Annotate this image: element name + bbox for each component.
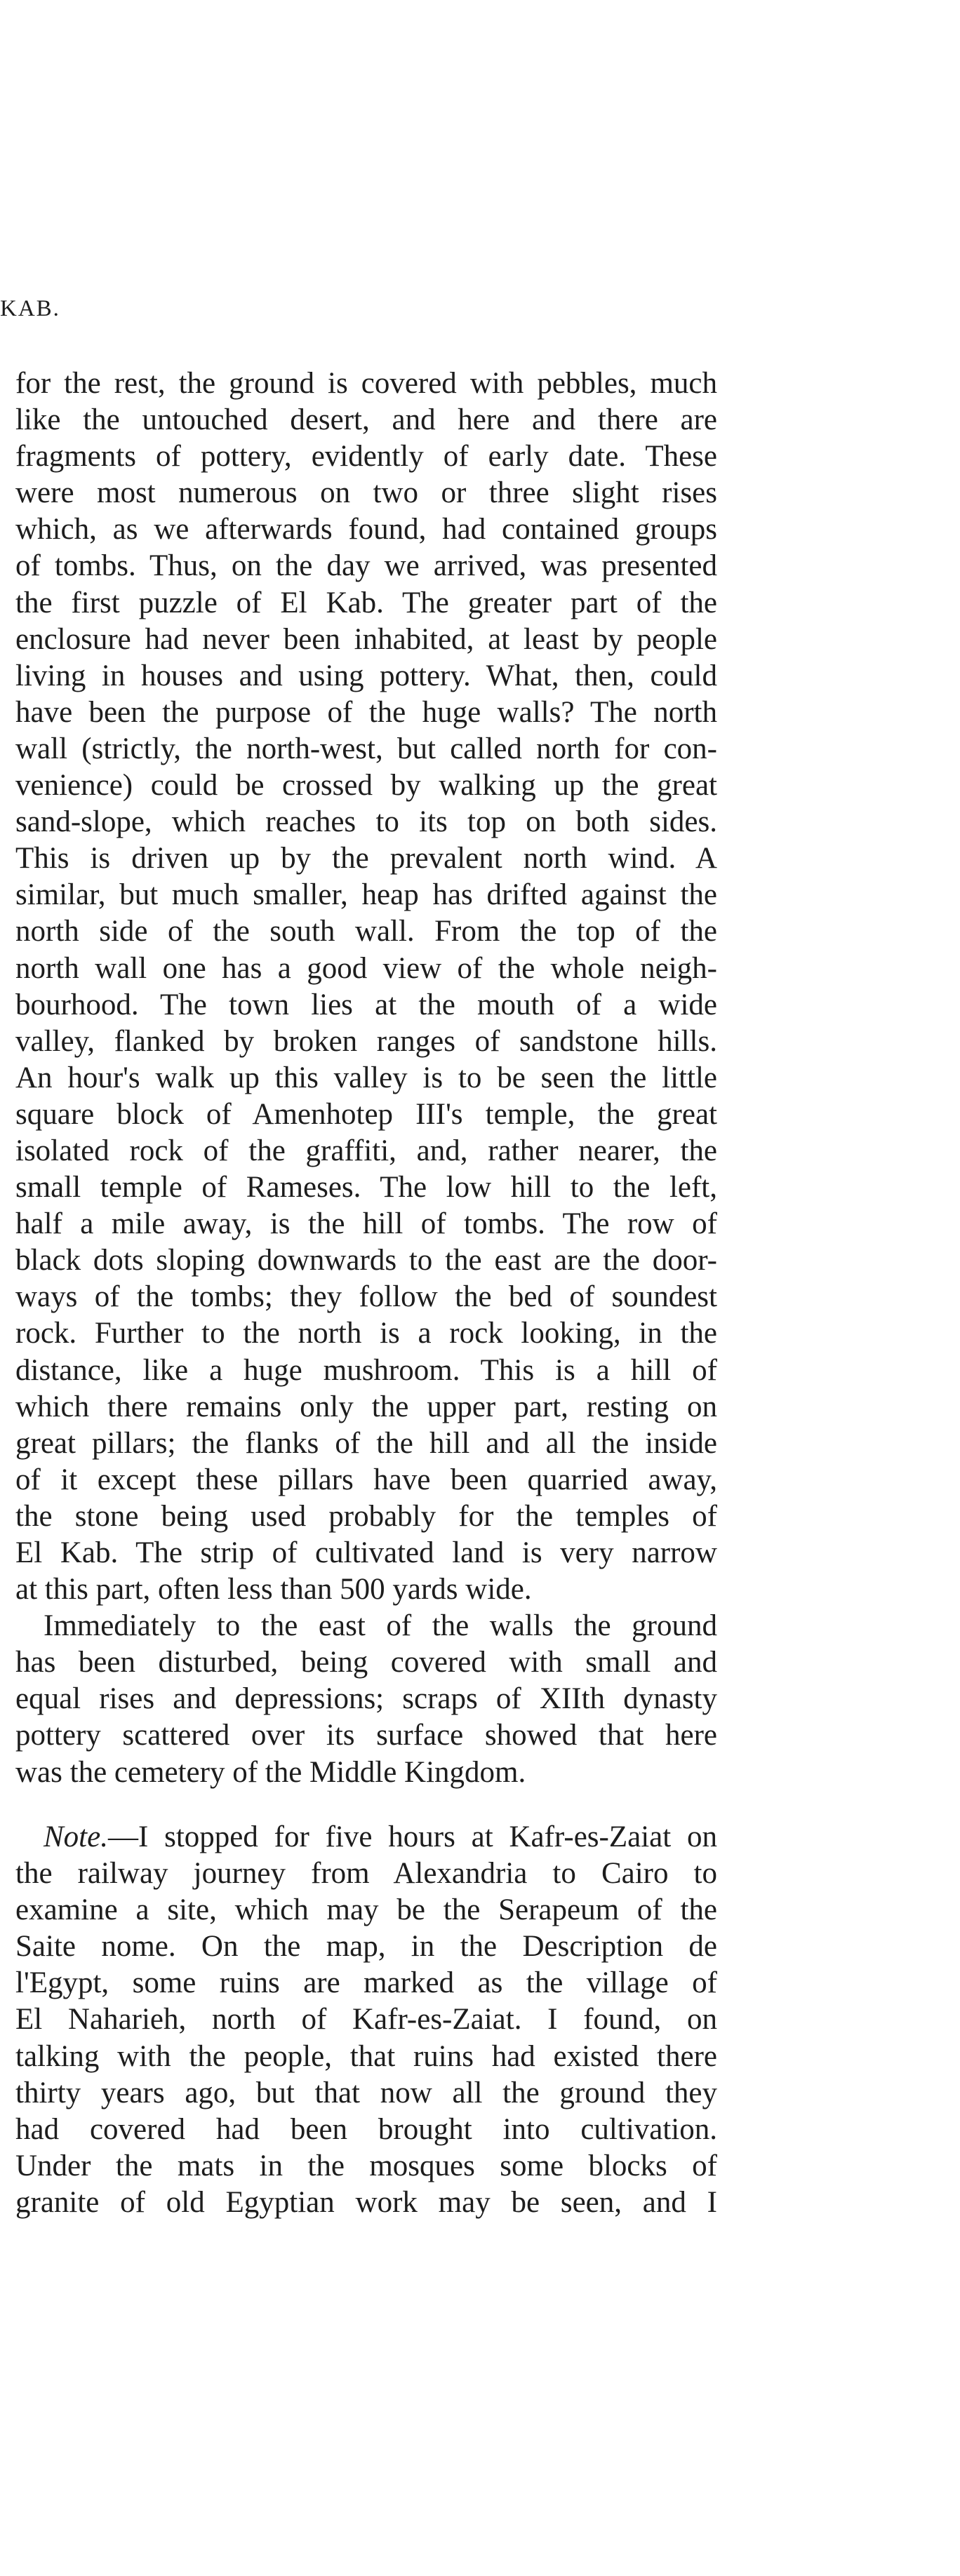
note-line: examine a site, which may be the Serapeum of the [15, 1893, 717, 1927]
body-line: This is driven up by the prevalent north wind. A [15, 842, 717, 876]
body-line: equal rises and depressions; scraps of XIIth dynasty [15, 1682, 717, 1716]
body-line: living in houses and using pottery. What, then, could [15, 659, 717, 692]
body-line: enclosure had never been inhabited, at least by people [15, 622, 717, 656]
body-line: bourhood. The town lies at the mouth of a wide [15, 988, 717, 1021]
body-line: sand-slope, which reaches to its top on both sides. [15, 805, 717, 839]
body-line: which, as we afterwards found, had contained groups [15, 513, 717, 546]
body-line: were most numerous on two or three slight rises [15, 476, 717, 510]
note-line: l'Egypt, some ruins are marked as the village of [15, 1966, 717, 2000]
note-line: Saite nome. On the map, in the Description de [15, 1930, 717, 1964]
body-line: the first puzzle of El Kab. The greater part of the [15, 586, 717, 619]
note-line: thirty years ago, but that now all the ground they [15, 2076, 717, 2109]
body-text [15, 365, 717, 1791]
note-block [15, 1819, 717, 2221]
body-line: at this part, often less than 500 yards wide. [15, 1573, 532, 1606]
body-line: valley, flanked by broken ranges of sandstone hills. [15, 1024, 717, 1058]
body-line: venience) could be crossed by walking up the great [15, 769, 717, 803]
body-line: pottery scattered over its surface showed that here [15, 1719, 717, 1752]
note-first-line-text: —I stopped for five hours at Kafr-es-Zaiat on [107, 1820, 717, 1853]
body-line: was the cemetery of the Middle Kingdom. [15, 1755, 526, 1789]
body-line: the stone being used probably for the temples of [15, 1499, 717, 1533]
note-line: granite of old Egyptian work may be seen, and I [15, 2185, 717, 2219]
body-line: ways of the tombs; they follow the bed of soundest [15, 1280, 717, 1314]
note-first-line [15, 1819, 717, 1856]
note-label: Note. [44, 1820, 108, 1853]
body-line: similar, but much smaller, heap has drifted against the [15, 878, 717, 912]
note-line: Under the mats in the mosques some blocks of [15, 2149, 717, 2182]
body-line: north wall one has a good view of the whole neigh- [15, 951, 717, 985]
note-line: talking with the people, that ruins had existed there [15, 2039, 717, 2073]
body-line: An hour's walk up this valley is to be seen the little [15, 1061, 717, 1094]
body-line: of tombs. Thus, on the day we arrived, was presented [15, 549, 717, 583]
body-line: El Kab. The strip of cultivated land is very narrow [15, 1536, 717, 1569]
body-line: have been the purpose of the huge walls? The north [15, 695, 717, 729]
body-line: fragments of pottery, evidently of early date. These [15, 440, 717, 474]
body-line: which there remains only the upper part, resting on [15, 1390, 717, 1423]
body-line: of it except these pillars have been quarried away, [15, 1463, 717, 1496]
body-line: great pillars; the flanks of the hill and all the inside [15, 1426, 717, 1460]
body-line: distance, like a huge mushroom. This is a hill of [15, 1353, 717, 1387]
running-head: KAB. [0, 296, 60, 321]
body-line: black dots sloping downwards to the east are the door- [15, 1244, 717, 1277]
note-line: the railway journey from Alexandria to Cairo to [15, 1857, 717, 1891]
body-line: square block of Amenhotep III's temple, the great [15, 1097, 717, 1131]
body-line: like the untouched desert, and here and there are [15, 403, 717, 437]
body-line: half a mile away, is the hill of tombs. The row of [15, 1207, 717, 1241]
body-line: has been disturbed, being covered with small and [15, 1646, 717, 1679]
body-line: for the rest, the ground is covered with pebbles, much [15, 367, 717, 400]
body-line: isolated rock of the graffiti, and, rather nearer, the [15, 1134, 717, 1167]
body-line: rock. Further to the north is a rock looking, in the [15, 1317, 717, 1350]
body-line: small temple of Rameses. The low hill to the left, [15, 1171, 717, 1205]
body-line: wall (strictly, the north-west, but called north for con- [15, 732, 717, 765]
note-line: El Naharieh, north of Kafr-es-Zaiat. I found, on [15, 2003, 717, 2037]
body-line: Immediately to the east of the walls the ground [44, 1609, 717, 1643]
note-line: had covered had been brought into cultivation. [15, 2112, 717, 2146]
body-line: north side of the south wall. From the top of the [15, 915, 717, 948]
